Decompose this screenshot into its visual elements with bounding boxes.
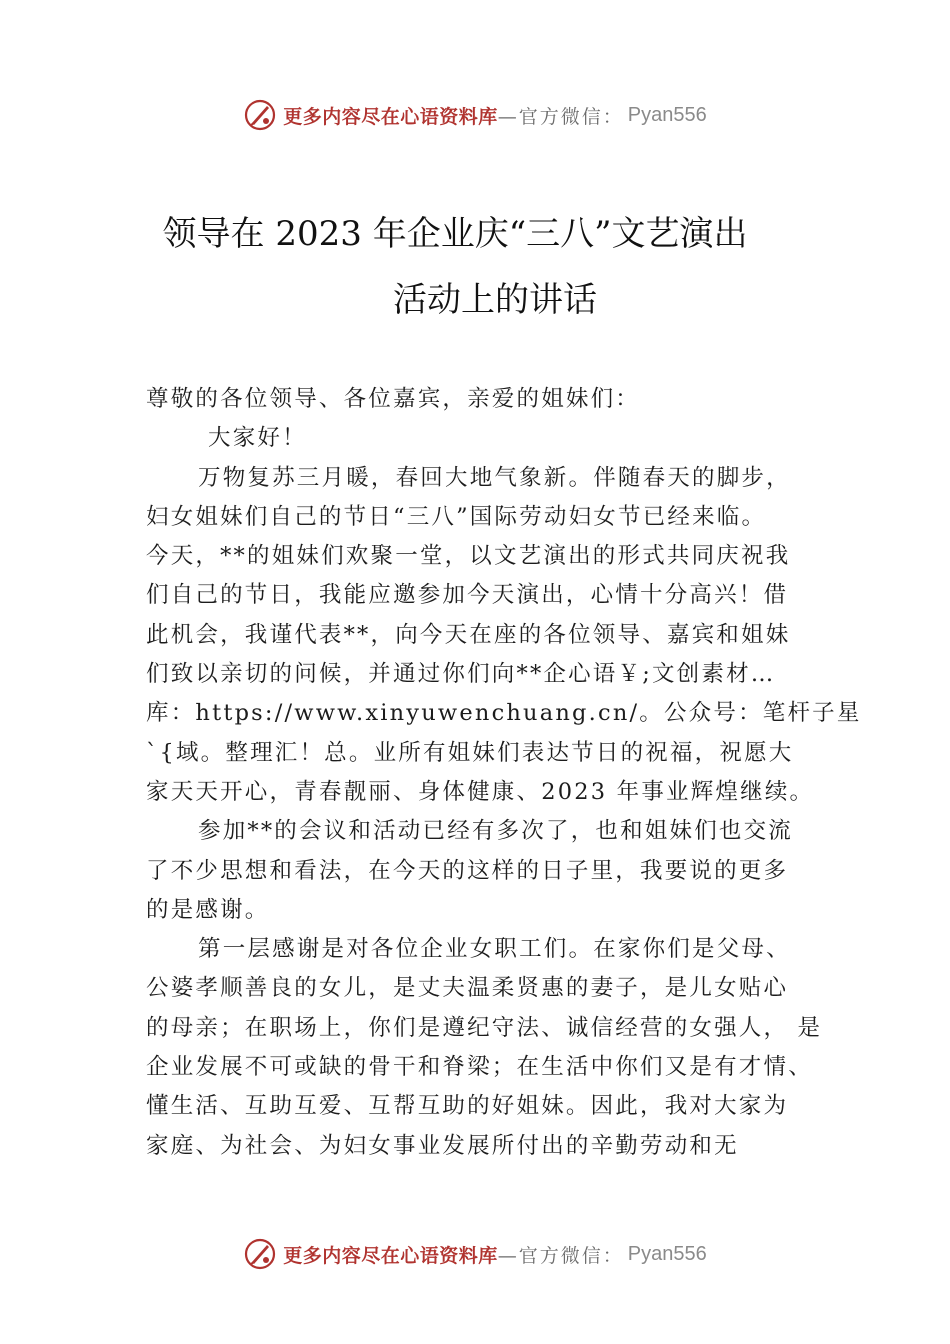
banner-wechat-id: Pyan556 <box>627 1242 707 1265</box>
banner-wechat-id: Pyan556 <box>627 103 707 126</box>
body-line: 懂生活、互助互爱、互帮互助的好姐妹。因此，我对大家为 <box>146 1093 789 1120</box>
quill-seal-logo-icon <box>243 1237 277 1271</box>
body-line: 参加**的会议和活动已经有多次了，也和姐妹们也交流 <box>198 818 794 845</box>
body-line: 家庭、为社会、为妇女事业发展所付出的辛勤劳动和无 <box>146 1132 739 1159</box>
document-body <box>146 380 862 1166</box>
body-line: 的母亲；在职场上，你们是遵纪守法、诚信经营的女强人， 是 <box>146 1014 823 1041</box>
body-line: 们致以亲切的问候，并通过你们向**企心语￥;文创素材… <box>146 661 776 688</box>
banner-title: 更多内容尽在心语资料库 <box>283 105 498 128</box>
greeting: 大家好！ <box>208 425 307 452</box>
document-title-line-1: 领导在 2023 年企业庆“三八”文艺演出 <box>162 214 748 254</box>
body-line: 们自己的节日，我能应邀参加今天演出，心情十分高兴！借 <box>146 582 789 609</box>
body-line: `{域。整理汇！总。业所有姐妹们表达节日的祝福，祝愿大 <box>146 739 794 766</box>
document-title-line-2: 活动上的讲话 <box>393 280 597 320</box>
banner-label: —官方微信： <box>497 105 624 128</box>
quill-seal-logo-icon <box>243 98 277 132</box>
body-line: 此机会，我谨代表**，向今天在座的各位领导、嘉宾和姐妹 <box>146 621 791 648</box>
body-line: 企业发展不可或缺的骨干和脊梁；在生活中你们又是有才情、 <box>146 1054 813 1081</box>
salutation: 尊敬的各位领导、各位嘉宾，亲爱的姐妹们： <box>146 386 641 412</box>
body-line: 库：https://www.xinyuwenchuang.cn/。公众号：笔杆子星 <box>146 700 862 727</box>
body-line: 万物复苏三月暖，春回大地气象新。伴随春天的脚步， <box>198 464 791 491</box>
banner-label: —官方微信： <box>497 1244 624 1267</box>
footer-banner <box>0 1234 950 1274</box>
body-line: 的是感谢。 <box>146 896 270 923</box>
body-line: 今天，**的姐妹们欢聚一堂，以文艺演出的形式共同庆祝我 <box>146 543 791 570</box>
body-line: 家天天开心，青春靓丽、身体健康、2023 年事业辉煌继续。 <box>146 778 815 805</box>
banner-title: 更多内容尽在心语资料库 <box>283 1244 498 1267</box>
body-line: 第一层感谢是对各位企业女职工们。在家你们是父母、 <box>198 936 791 963</box>
body-line: 了不少思想和看法，在今天的这样的日子里，我要说的更多 <box>146 857 789 884</box>
body-line: 妇女姐妹们自己的节日“三八”国际劳动妇女节已经来临。 <box>146 503 767 530</box>
body-line: 公婆孝顺善良的女儿，是丈夫温柔贤惠的妻子，是儿女贴心 <box>146 975 789 1002</box>
header-banner <box>0 95 950 135</box>
